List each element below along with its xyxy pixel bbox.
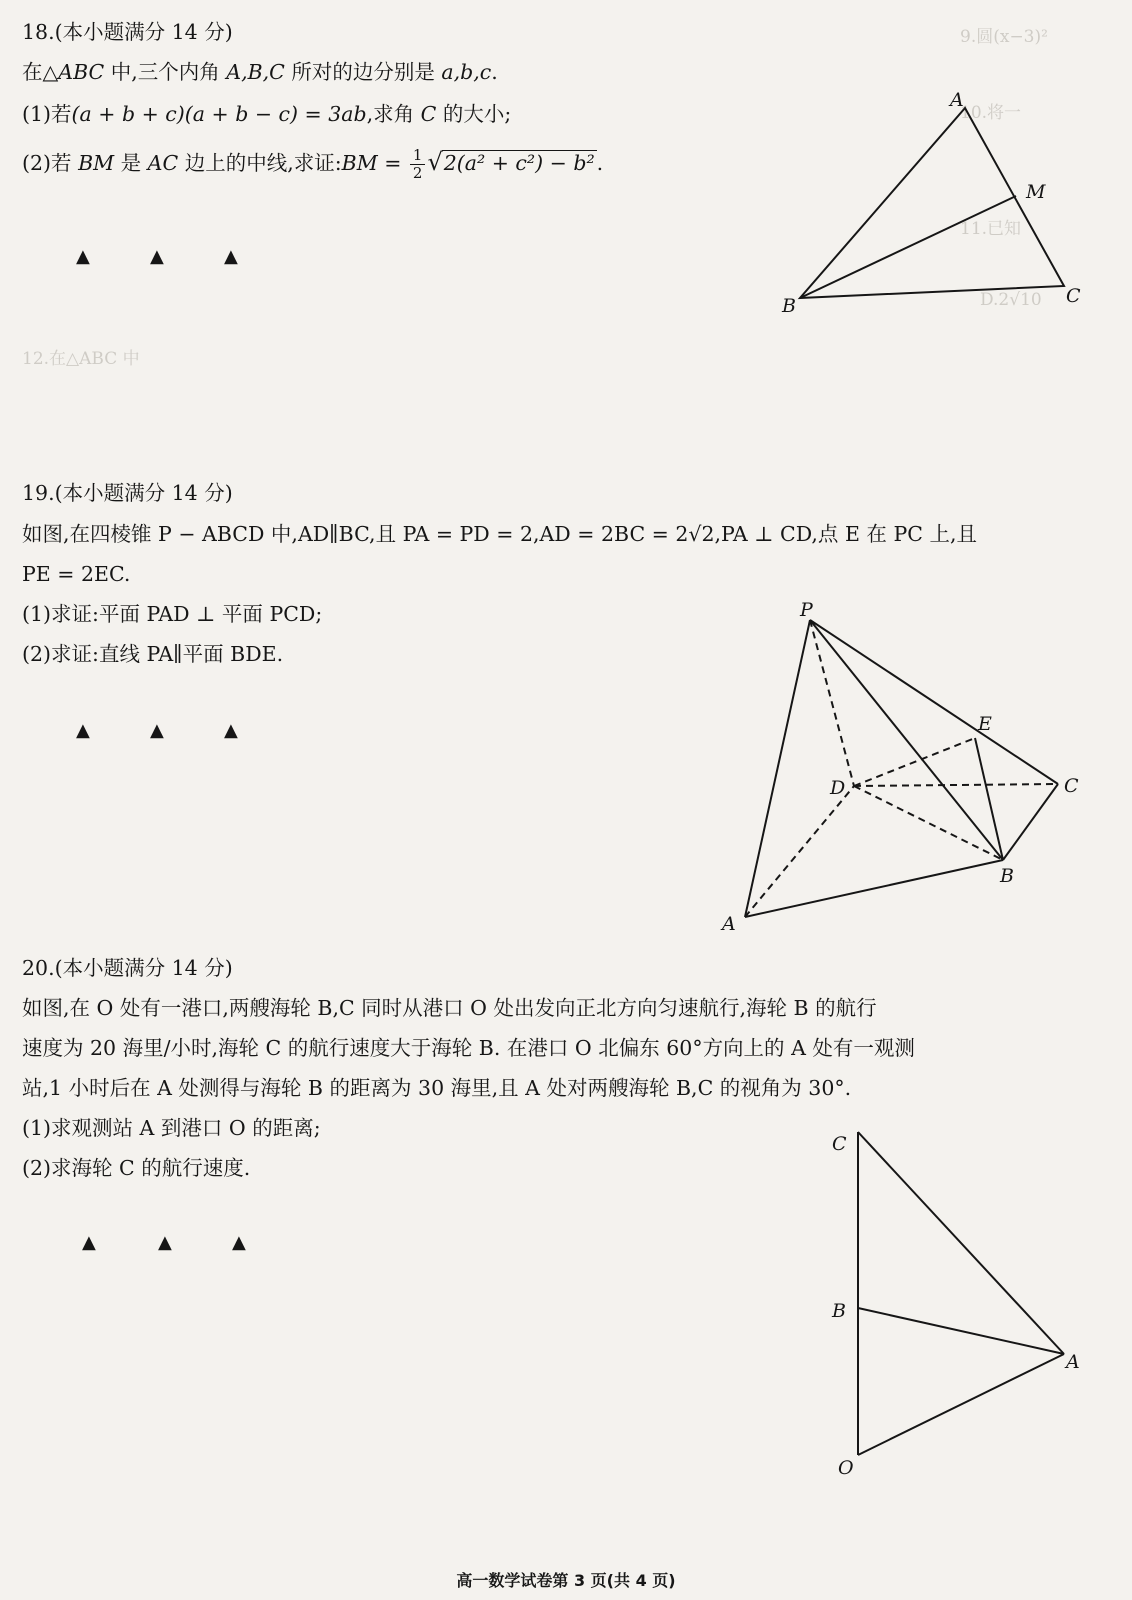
q20-label-b: B: [832, 1300, 846, 1322]
q19-stem-line1: 如图,在四棱锥 P − ABCD 中,AD∥BC,且 PA = PD = 2,AD = 2BC = 2√2,PA ⊥ CD,点 E 在 PC 上,且: [22, 522, 977, 546]
q18-label-b: B: [782, 295, 796, 317]
edge-ab: [745, 860, 1003, 917]
answer-mark: ▲: [224, 720, 238, 741]
q19-header: 19.(本小题满分 14 分): [22, 481, 233, 505]
q20-stem-line2: 速度为 20 海里/小时,海轮 C 的航行速度大于海轮 B. 在港口 O 北偏东 60°方向上的 A 处有一观测: [22, 1036, 915, 1060]
edge-pb: [810, 620, 1003, 860]
q19-label-c: C: [1064, 775, 1079, 797]
answer-mark: ▲: [76, 246, 90, 267]
answer-mark: ▲: [232, 1232, 246, 1253]
q19-part2: (2)求证:直线 PA∥平面 BDE.: [22, 642, 284, 666]
segment-db-hidden: [854, 786, 1003, 860]
page-footer: 高一数学试卷第 3 页(共 4 页): [456, 1571, 676, 1590]
answer-mark: ▲: [76, 720, 90, 741]
answer-mark: ▲: [150, 246, 164, 267]
q18-part1: (1)若(a + b + c)(a + b − c) = 3ab,求角 C 的大小;: [22, 102, 512, 126]
q20-stem-line1: 如图,在 O 处有一港口,两艘海轮 B,C 同时从港口 O 处出发向正北方向匀速航行,海轮 B 的航行: [22, 996, 877, 1020]
q19-label-e: E: [978, 713, 992, 735]
q19-label-d: D: [830, 777, 846, 799]
segment-ca: [858, 1132, 1064, 1354]
q19-part1: (1)求证:平面 PAD ⊥ 平面 PCD;: [22, 602, 323, 626]
segment-ba: [858, 1308, 1064, 1354]
q19-stem-line2: PE = 2EC.: [22, 562, 131, 586]
fraction-one-half: $\frac{1}{2}$: [410, 147, 426, 182]
q18-label-m: M: [1026, 181, 1046, 203]
q20-header: 20.(本小题满分 14 分): [22, 956, 233, 980]
bleed-through-text: 9.圆(x−3)²: [960, 27, 1048, 47]
answer-mark: ▲: [150, 720, 164, 741]
triangle-abc: [800, 108, 1064, 298]
answer-mark: ▲: [224, 246, 238, 267]
q20-label-a: A: [1066, 1351, 1080, 1373]
radicand: 2(a² + c²) − b²: [443, 151, 595, 175]
median-bm: [800, 196, 1016, 298]
segment-oa: [858, 1354, 1064, 1455]
q18-header: 18.(本小题满分 14 分): [22, 20, 233, 44]
q18-part2: (2)若 BM 是 AC 边上的中线,求证:BM = $\frac{1}{2}$ √2(a² + c²) − b².: [22, 146, 604, 182]
q18-triangle-figure: [800, 108, 1064, 298]
edge-dc-hidden: [854, 784, 1058, 786]
segment-de-hidden: [854, 738, 975, 786]
q18-stem: 在△ABC 中,三个内角 A,B,C 所对的边分别是 a,b,c.: [22, 60, 498, 84]
q20-port-figure: [858, 1132, 1064, 1455]
q20-part2: (2)求海轮 C 的航行速度.: [22, 1156, 251, 1180]
q19-label-p: P: [800, 599, 813, 621]
edge-bc: [1003, 784, 1058, 860]
edge-pa: [745, 620, 810, 917]
q18-label-c: C: [1066, 285, 1081, 307]
bleed-through-text: 11.已知: [960, 219, 1022, 239]
radical-sign: √: [427, 148, 443, 176]
q20-stem-line3: 站,1 小时后在 A 处测得与海轮 B 的距离为 30 海里,且 A 处对两艘海轮 B,C 的视角为 30°.: [22, 1076, 852, 1100]
answer-mark: ▲: [82, 1232, 96, 1253]
q20-part1: (1)求观测站 A 到港口 O 的距离;: [22, 1116, 321, 1140]
q19-label-b: B: [1000, 865, 1014, 887]
q20-label-c: C: [832, 1133, 847, 1155]
q20-label-o: O: [838, 1457, 854, 1479]
bleed-through-text: 12.在△ABC 中: [22, 349, 140, 369]
bleed-through-text: 10.将一: [960, 103, 1022, 123]
q18-label-a: A: [950, 89, 964, 111]
bleed-through-text: D.2√10: [980, 290, 1042, 310]
q19-label-a: A: [722, 913, 736, 935]
answer-mark: ▲: [158, 1232, 172, 1253]
